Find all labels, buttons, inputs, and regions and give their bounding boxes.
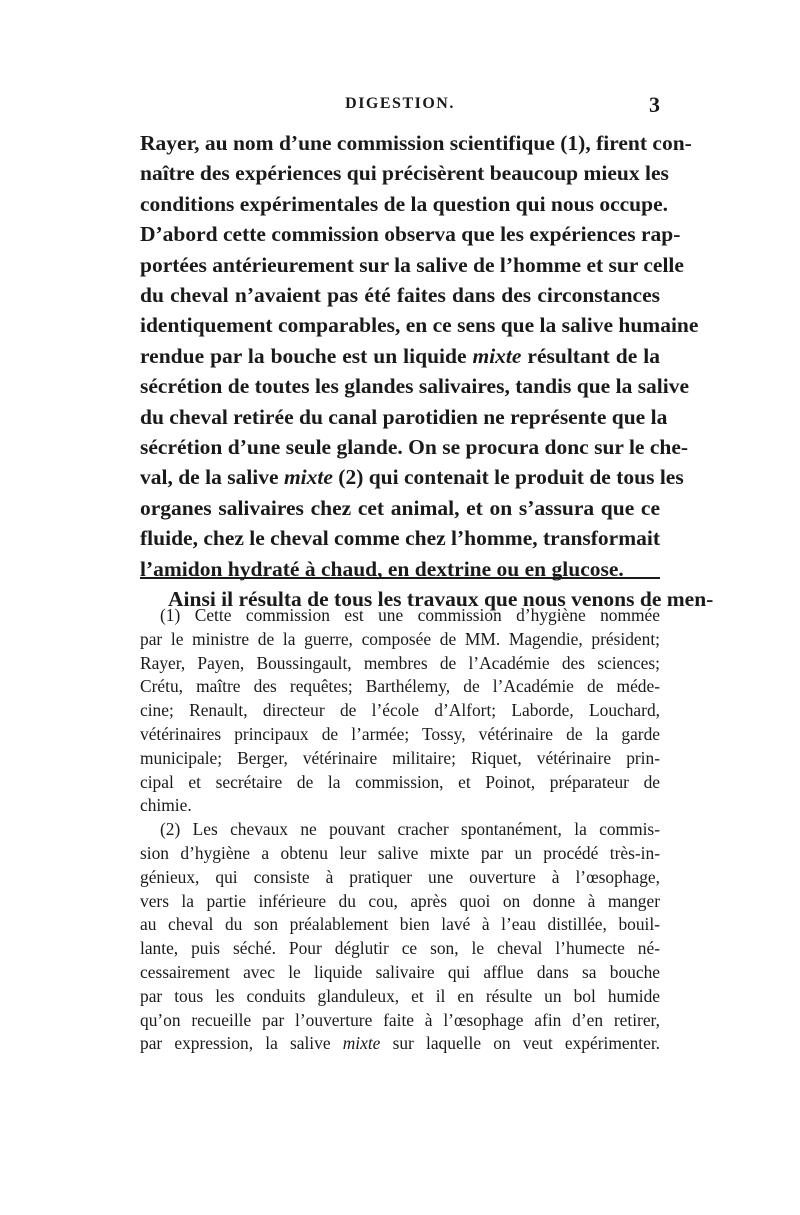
footnote-line: vers la partie inférieure du cou, après quoi on donne à manger xyxy=(140,890,660,911)
text-line: du cheval n’avaient pas été faites dans des circonstances xyxy=(140,283,660,308)
footnote-line: cine; Renault, directeur de l’école d’Alfort; Laborde, Louchard, xyxy=(140,700,660,721)
text-segment: val, de la salive xyxy=(140,465,284,490)
main-text xyxy=(140,128,714,615)
text-line xyxy=(140,462,684,492)
footnote-line: par tous les conduits glanduleux, et il en résulte un bol humide xyxy=(140,985,660,1006)
footnote-line: au cheval du son préalablement bien lavé à l’eau distillée, bouil- xyxy=(140,914,660,935)
text-line: identiquement comparables, en ce sens que la salive humaine xyxy=(140,313,699,338)
footnote-line: qu’on recueille par l’ouverture faite à l’œsophage afin d’en retirer, xyxy=(140,1009,660,1030)
footnote-line: cipal et secrétaire de la commission, et Poinot, préparateur de xyxy=(140,771,660,792)
text-line: Rayer, au nom d’une commission scientifique (1), firent con- xyxy=(140,131,692,155)
text-segment: par expression, la salive xyxy=(140,1033,343,1054)
text-segment: (2) qui contenait le produit de tous les xyxy=(332,465,684,490)
footnote-line: lante, puis séché. Pour déglutir ce son, le cheval l’humecte né- xyxy=(140,938,660,959)
text-line: portées antérieurement sur la salive de l’homme et sur celle xyxy=(140,252,684,277)
text-line: du cheval retirée du canal parotidien ne représente que la xyxy=(140,404,668,429)
footnote-line: (2) Les chevaux ne pouvant cracher spontanément, la commis- xyxy=(160,819,660,840)
footnote-line: Rayer, Payen, Boussingault, membres de l’Académie des sciences; xyxy=(140,652,660,673)
text-line: fluide, chez le cheval comme chez l’homme, transformait xyxy=(140,526,661,551)
footnote-line: municipale; Berger, vétérinaire militaire; Riquet, vétérinaire prin- xyxy=(140,747,660,768)
text-line: naître des expériences qui précisèrent beaucoup mieux les xyxy=(140,161,669,186)
footnote-line: par le ministre de la guerre, composée de MM. Magendie, président; xyxy=(140,628,660,649)
text-line: l’amidon hydraté à chaud, en dextrine ou en glucose. xyxy=(140,556,624,581)
italic-word: mixte xyxy=(472,343,522,368)
footnote-line: (1) Cette commission est une commission d’hygiène nommée xyxy=(160,605,660,625)
text-line: D’abord cette commission observa que les expériences rap- xyxy=(140,222,681,247)
italic-word: mixte xyxy=(283,465,333,490)
page-number: 3 xyxy=(649,92,660,117)
text-line: sécrétion d’une seule glande. On se procura donc sur le che- xyxy=(140,435,689,460)
footnotes xyxy=(140,604,660,1056)
text-line: organes salivaires chez cet animal, et on s’assura que ce xyxy=(140,495,660,520)
text-segment: résultant de la xyxy=(521,343,660,368)
footnote-line: Crétu, maître des requêtes; Barthélemy, de l’Académie de méde- xyxy=(140,676,660,697)
text-line: sécrétion de toutes les glandes salivaires, tandis que la salive xyxy=(140,374,690,399)
text-line: Ainsi il résulta de tous les travaux que nous venons de men- xyxy=(168,587,714,612)
footnote-line: vétérinaires principaux de l’armée; Tossy, vétérinaire de la garde xyxy=(140,723,660,744)
text-segment: sur laquelle on veut expérimenter. xyxy=(380,1033,661,1054)
text-line xyxy=(140,341,660,371)
footnote-1 xyxy=(140,604,660,818)
footnote-line: sion d’hygiène a obtenu leur salive mixte par un procédé très-in- xyxy=(140,842,660,863)
running-head xyxy=(140,92,660,123)
footnote-rule xyxy=(140,577,660,579)
text-segment: rendue par la bouche est un liquide xyxy=(140,343,473,368)
text-line: conditions expérimentales de la question qui nous occupe. xyxy=(140,191,668,216)
footnote-line: cessairement avec le liquide salivaire qui afflue dans sa bouche xyxy=(140,961,660,982)
italic-word: mixte xyxy=(342,1033,381,1054)
footnote-line: chimie. xyxy=(140,795,192,816)
running-title: DIGESTION. xyxy=(345,95,455,112)
footnote-line xyxy=(140,1032,660,1056)
footnote-2 xyxy=(140,818,660,1056)
footnote-line: génieux, qui consiste à pratiquer une ouverture à l’œsophage, xyxy=(140,866,660,887)
